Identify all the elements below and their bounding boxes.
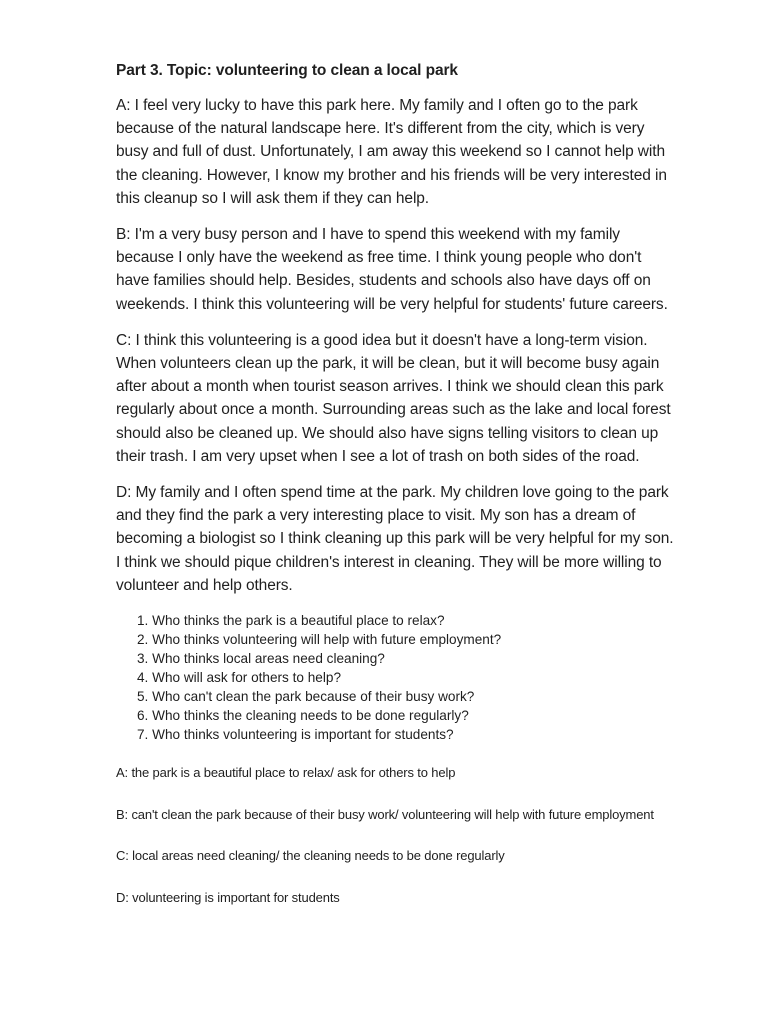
question-item: 1. Who thinks the park is a beautiful place to relax? [137,613,445,629]
question-item: 4. Who will ask for others to help? [137,669,341,685]
paragraph-d: D: My family and I often spend time at the park. My children love going to the park and they find the park a very interesting place to visit. My son has a dream of becoming a biologist so I think cleaning up this park will be very helpful for my son. I think we should pique children's interest in cleaning. They will be more willing to volunteer and help others. [116,484,674,594]
paragraph-b: B: I'm a very busy person and I have to spend this weekend with my family because I only have the weekend as free time. I think young people who don't have families should help. Besides, students and schools also have days off on weekends. I think this volunteering will be very helpful for students' future careers. [116,226,668,313]
document-page [116,62,676,930]
question-list [116,612,676,744]
answer-list [116,764,676,907]
paragraph-a: A: I feel very lucky to have this park here. My family and I often go to the park because of the natural landscape here. It's different from the city, which is very busy and full of dust. Unfortunately, I am away this weekend so I cannot help with the cleaning. However, I know my brother and his friends will be very interested in this cleanup so I will ask them if they can help. [116,97,667,207]
answer-item: A: the park is a beautiful place to relax/ ask for others to help [116,765,456,781]
question-item: 2. Who thinks volunteering will help with future employment? [137,631,502,647]
question-item: 7. Who thinks volunteering is important for students? [137,726,454,742]
answer-item: D: volunteering is important for students [116,889,340,905]
document-title: Part 3. Topic: volunteering to clean a local park [116,62,458,79]
answer-item: B: can't clean the park because of their busy work/ volunteering will help with future employment [116,806,654,822]
paragraph-c: C: I think this volunteering is a good idea but it doesn't have a long-term vision. When volunteers clean up the park, it will be clean, but it will become busy again after about a month when tourist season arrives. I think we should clean this park regularly about once a month. Surrounding areas such as the lake and local forest should also be cleaned up. We should also have signs telling visitors to clean up their trash. I am very upset when I see a lot of trash on both sides of the road. [116,331,671,465]
question-item: 3. Who thinks local areas need cleaning? [137,650,385,666]
answer-item: C: local areas need cleaning/ the cleaning needs to be done regularly [116,848,505,864]
question-item: 6. Who thinks the cleaning needs to be done regularly? [137,707,469,723]
question-item: 5. Who can't clean the park because of their busy work? [137,688,475,704]
